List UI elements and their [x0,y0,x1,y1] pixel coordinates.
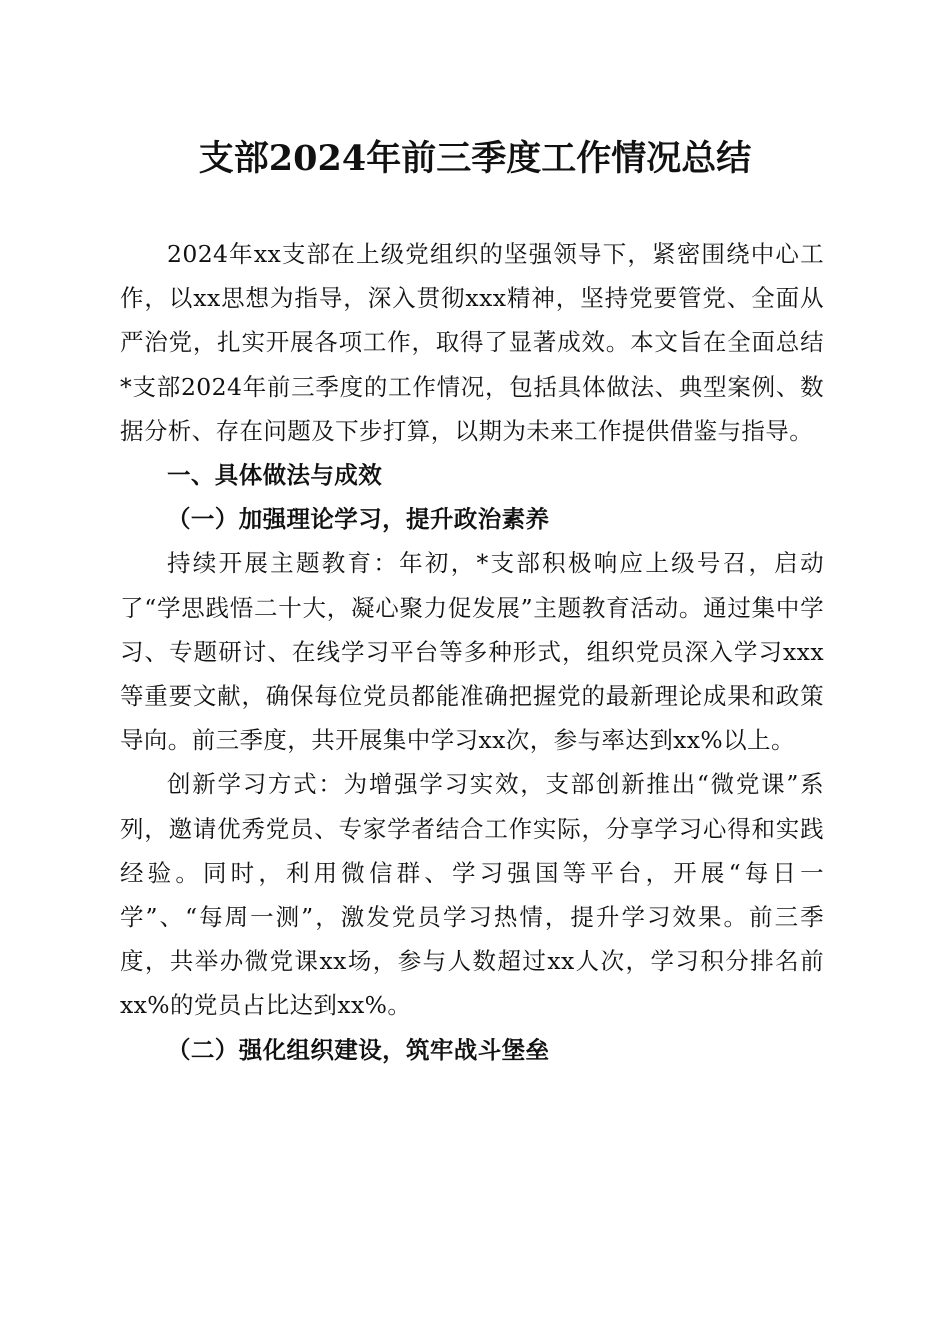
subsection-heading-2: （二）强化组织建设，筑牢战斗堡垒 [167,1035,550,1064]
subsection-heading-1: （一）加强理论学习，提升政治素养 [167,505,550,534]
document-body [120,232,824,1072]
intro-paragraph: 2024年xx支部在上级党组织的坚强领导下，紧密围绕中心工作，以xx思想为指导，深入贯彻xxx精神，坚持党要管党、全面从严治党，扎实开展各项工作，取得了显著成效。本文旨在全面总结*支部2024年前三季度的工作情况，包括具体做法、典型案例、数据分析、存在问题及下步打算，以期为未来工作提供借鉴与指导。 [120,240,824,445]
section-heading-1: 一、具体做法与成效 [167,461,383,490]
paragraph-learning-methods: 创新学习方式：为增强学习实效，支部创新推出“微党课”系列，邀请优秀党员、专家学者结合工作实际，分享学习心得和实践经验。同时，利用微信群、学习强国等平台，开展“每日一学”、“每周一测”，激发党员学习热情，提升学习效果。前三季度，共举办微党课xx场，参与人数超过xx人次，学习积分排名前xx%的党员占比达到xx%。 [120,770,824,1020]
document-title: 支部2024年前三季度工作情况总结 [198,138,752,179]
paragraph-theme-education: 持续开展主题教育：年初，*支部积极响应上级号召，启动了“学思践悟二十大，凝心聚力促发展”主题教育活动。通过集中学习、专题研讨、在线学习平台等多种形式，组织党员深入学习xxx等重要文献，确保每位党员都能准确把握党的最新理论成果和政策导向。前三季度，共开展集中学习xx次，参与率达到xx%以上。 [120,549,824,755]
